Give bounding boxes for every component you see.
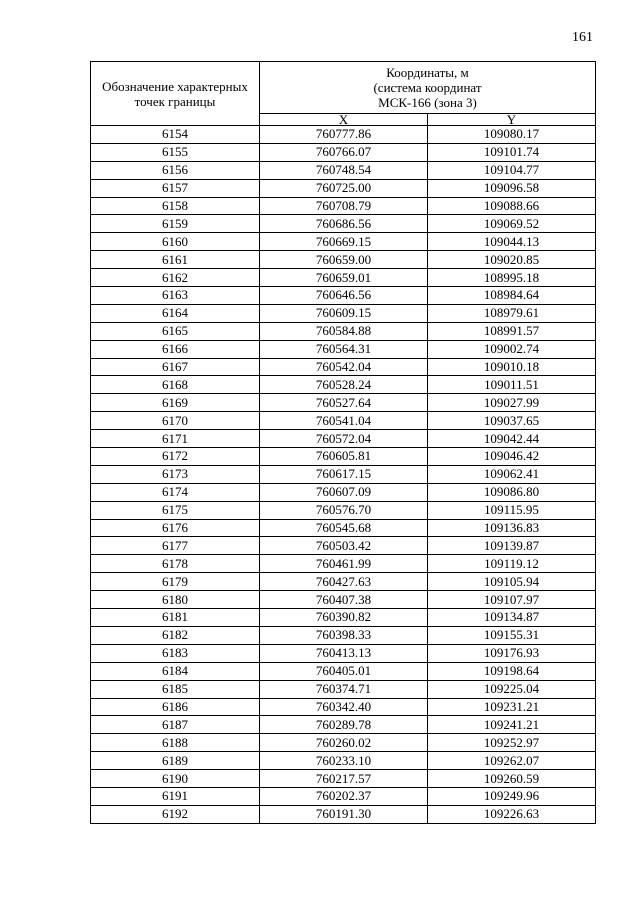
table-row — [91, 805, 596, 823]
table-row — [91, 251, 596, 269]
coordinates-header-line-2: (система координат — [373, 80, 482, 95]
table-row — [91, 412, 596, 430]
x-coordinate-cell: 760576.70 — [260, 501, 428, 519]
point-id-cell: 6172 — [91, 448, 260, 466]
x-coordinate-cell: 760659.01 — [260, 269, 428, 287]
y-coordinate-cell: 109115.95 — [428, 501, 596, 519]
table-row — [91, 680, 596, 698]
y-coordinate-cell: 109155.31 — [428, 626, 596, 644]
table-body — [91, 126, 596, 824]
table-row — [91, 287, 596, 305]
point-id-cell: 6182 — [91, 626, 260, 644]
point-id-cell: 6173 — [91, 465, 260, 483]
table-row — [91, 304, 596, 322]
x-coordinate-cell: 760461.99 — [260, 555, 428, 573]
table-row — [91, 609, 596, 627]
table-row — [91, 501, 596, 519]
x-coordinate-cell: 760427.63 — [260, 573, 428, 591]
point-id-cell: 6188 — [91, 734, 260, 752]
table-row — [91, 644, 596, 662]
table-row — [91, 143, 596, 161]
y-coordinate-cell: 109139.87 — [428, 537, 596, 555]
point-id-cell: 6175 — [91, 501, 260, 519]
y-coordinate-cell: 109262.07 — [428, 752, 596, 770]
x-coordinate-cell: 760407.38 — [260, 591, 428, 609]
y-coordinate-cell: 109134.87 — [428, 609, 596, 627]
table-row — [91, 358, 596, 376]
table-row — [91, 716, 596, 734]
table-row — [91, 573, 596, 591]
table-row — [91, 215, 596, 233]
x-coordinate-cell: 760659.00 — [260, 251, 428, 269]
table-row — [91, 161, 596, 179]
table-row — [91, 179, 596, 197]
y-coordinate-cell: 109046.42 — [428, 448, 596, 466]
x-coordinate-cell: 760528.24 — [260, 376, 428, 394]
coordinates-table — [90, 61, 596, 824]
y-coordinate-cell: 109231.21 — [428, 698, 596, 716]
point-id-cell: 6180 — [91, 591, 260, 609]
y-coordinate-cell: 108991.57 — [428, 322, 596, 340]
coordinates-group-header — [260, 62, 596, 114]
y-coordinate-cell: 109044.13 — [428, 233, 596, 251]
y-coordinate-cell: 109086.80 — [428, 483, 596, 501]
point-id-cell: 6185 — [91, 680, 260, 698]
x-coordinate-cell: 760289.78 — [260, 716, 428, 734]
x-coordinate-cell: 760542.04 — [260, 358, 428, 376]
point-id-cell: 6159 — [91, 215, 260, 233]
point-id-cell: 6184 — [91, 662, 260, 680]
table-row — [91, 770, 596, 788]
y-coordinate-cell: 109020.85 — [428, 251, 596, 269]
point-id-cell: 6186 — [91, 698, 260, 716]
x-coordinate-cell: 760607.09 — [260, 483, 428, 501]
y-coordinate-cell: 109136.83 — [428, 519, 596, 537]
points-column-header — [91, 62, 260, 126]
y-coordinate-cell: 109101.74 — [428, 143, 596, 161]
table-row — [91, 322, 596, 340]
x-coordinate-cell: 760527.64 — [260, 394, 428, 412]
point-id-cell: 6167 — [91, 358, 260, 376]
point-id-cell: 6181 — [91, 609, 260, 627]
x-coordinate-cell: 760390.82 — [260, 609, 428, 627]
point-id-cell: 6161 — [91, 251, 260, 269]
y-coordinate-cell: 109080.17 — [428, 126, 596, 144]
table-row — [91, 448, 596, 466]
point-id-cell: 6176 — [91, 519, 260, 537]
x-coordinate-cell: 760503.42 — [260, 537, 428, 555]
x-column-header: X — [260, 114, 428, 126]
point-id-cell: 6155 — [91, 143, 260, 161]
point-id-cell: 6169 — [91, 394, 260, 412]
y-coordinate-cell: 109260.59 — [428, 770, 596, 788]
point-id-cell: 6158 — [91, 197, 260, 215]
point-id-cell: 6171 — [91, 430, 260, 448]
y-coordinate-cell: 109176.93 — [428, 644, 596, 662]
y-coordinate-cell: 109011.51 — [428, 376, 596, 394]
y-coordinate-cell: 108979.61 — [428, 304, 596, 322]
point-id-cell: 6174 — [91, 483, 260, 501]
y-coordinate-cell: 109104.77 — [428, 161, 596, 179]
point-id-cell: 6178 — [91, 555, 260, 573]
x-coordinate-cell: 760342.40 — [260, 698, 428, 716]
point-id-cell: 6163 — [91, 287, 260, 305]
y-coordinate-cell: 109037.65 — [428, 412, 596, 430]
x-coordinate-cell: 760686.56 — [260, 215, 428, 233]
table-row — [91, 197, 596, 215]
x-coordinate-cell: 760217.57 — [260, 770, 428, 788]
table-row — [91, 591, 596, 609]
y-coordinate-cell: 109062.41 — [428, 465, 596, 483]
y-coordinate-cell: 109105.94 — [428, 573, 596, 591]
table-row — [91, 126, 596, 144]
table-row — [91, 394, 596, 412]
x-coordinate-cell: 760405.01 — [260, 662, 428, 680]
table-row — [91, 465, 596, 483]
y-coordinate-cell: 109107.97 — [428, 591, 596, 609]
point-id-cell: 6183 — [91, 644, 260, 662]
x-coordinate-cell: 760605.81 — [260, 448, 428, 466]
page-number: 161 — [572, 30, 593, 45]
table-row — [91, 430, 596, 448]
table-header — [91, 62, 596, 126]
x-coordinate-cell: 760374.71 — [260, 680, 428, 698]
point-id-cell: 6166 — [91, 340, 260, 358]
coordinates-header-line-3: МСК-166 (зона 3) — [378, 95, 477, 110]
point-id-cell: 6191 — [91, 787, 260, 805]
x-coordinate-cell: 760413.13 — [260, 644, 428, 662]
points-column-header-text: Обозначение характерных точек границы — [102, 78, 248, 109]
y-coordinate-cell: 109252.97 — [428, 734, 596, 752]
y-coordinate-cell: 109249.96 — [428, 787, 596, 805]
point-id-cell: 6179 — [91, 573, 260, 591]
x-coordinate-cell: 760572.04 — [260, 430, 428, 448]
table-row — [91, 483, 596, 501]
y-coordinate-cell: 108984.64 — [428, 287, 596, 305]
table-row — [91, 698, 596, 716]
table-row — [91, 787, 596, 805]
x-coordinate-cell: 760398.33 — [260, 626, 428, 644]
y-coordinate-cell: 109241.21 — [428, 716, 596, 734]
x-coordinate-cell: 760777.86 — [260, 126, 428, 144]
point-id-cell: 6157 — [91, 179, 260, 197]
x-coordinate-cell: 760748.54 — [260, 161, 428, 179]
x-coordinate-cell: 760564.31 — [260, 340, 428, 358]
y-coordinate-cell: 109225.04 — [428, 680, 596, 698]
point-id-cell: 6170 — [91, 412, 260, 430]
table-row — [91, 662, 596, 680]
x-coordinate-cell: 760708.79 — [260, 197, 428, 215]
table-row — [91, 269, 596, 287]
x-coordinate-cell: 760725.00 — [260, 179, 428, 197]
coordinates-header-line-1: Координаты, м — [386, 65, 469, 80]
y-coordinate-cell: 108995.18 — [428, 269, 596, 287]
x-coordinate-cell: 760233.10 — [260, 752, 428, 770]
point-id-cell: 6162 — [91, 269, 260, 287]
point-id-cell: 6154 — [91, 126, 260, 144]
y-coordinate-cell: 109119.12 — [428, 555, 596, 573]
point-id-cell: 6192 — [91, 805, 260, 823]
x-coordinate-cell: 760191.30 — [260, 805, 428, 823]
y-coordinate-cell: 109027.99 — [428, 394, 596, 412]
point-id-cell: 6156 — [91, 161, 260, 179]
x-coordinate-cell: 760584.88 — [260, 322, 428, 340]
y-coordinate-cell: 109088.66 — [428, 197, 596, 215]
x-coordinate-cell: 760609.15 — [260, 304, 428, 322]
y-coordinate-cell: 109069.52 — [428, 215, 596, 233]
table-row — [91, 734, 596, 752]
point-id-cell: 6187 — [91, 716, 260, 734]
point-id-cell: 6164 — [91, 304, 260, 322]
x-coordinate-cell: 760646.56 — [260, 287, 428, 305]
point-id-cell: 6190 — [91, 770, 260, 788]
table-row — [91, 555, 596, 573]
table-row — [91, 340, 596, 358]
table-row — [91, 752, 596, 770]
point-id-cell: 6168 — [91, 376, 260, 394]
x-coordinate-cell: 760202.37 — [260, 787, 428, 805]
table-row — [91, 537, 596, 555]
x-coordinate-cell: 760766.07 — [260, 143, 428, 161]
table-row — [91, 519, 596, 537]
x-coordinate-cell: 760541.04 — [260, 412, 428, 430]
point-id-cell: 6165 — [91, 322, 260, 340]
table-row — [91, 376, 596, 394]
y-coordinate-cell: 109042.44 — [428, 430, 596, 448]
x-coordinate-cell: 760545.68 — [260, 519, 428, 537]
table-row — [91, 233, 596, 251]
x-coordinate-cell: 760617.15 — [260, 465, 428, 483]
y-coordinate-cell: 109198.64 — [428, 662, 596, 680]
point-id-cell: 6189 — [91, 752, 260, 770]
y-coordinate-cell: 109010.18 — [428, 358, 596, 376]
table-row — [91, 626, 596, 644]
x-coordinate-cell: 760260.02 — [260, 734, 428, 752]
point-id-cell: 6177 — [91, 537, 260, 555]
y-coordinate-cell: 109226.63 — [428, 805, 596, 823]
y-column-header: Y — [428, 114, 596, 126]
x-coordinate-cell: 760669.15 — [260, 233, 428, 251]
point-id-cell: 6160 — [91, 233, 260, 251]
y-coordinate-cell: 109096.58 — [428, 179, 596, 197]
y-coordinate-cell: 109002.74 — [428, 340, 596, 358]
